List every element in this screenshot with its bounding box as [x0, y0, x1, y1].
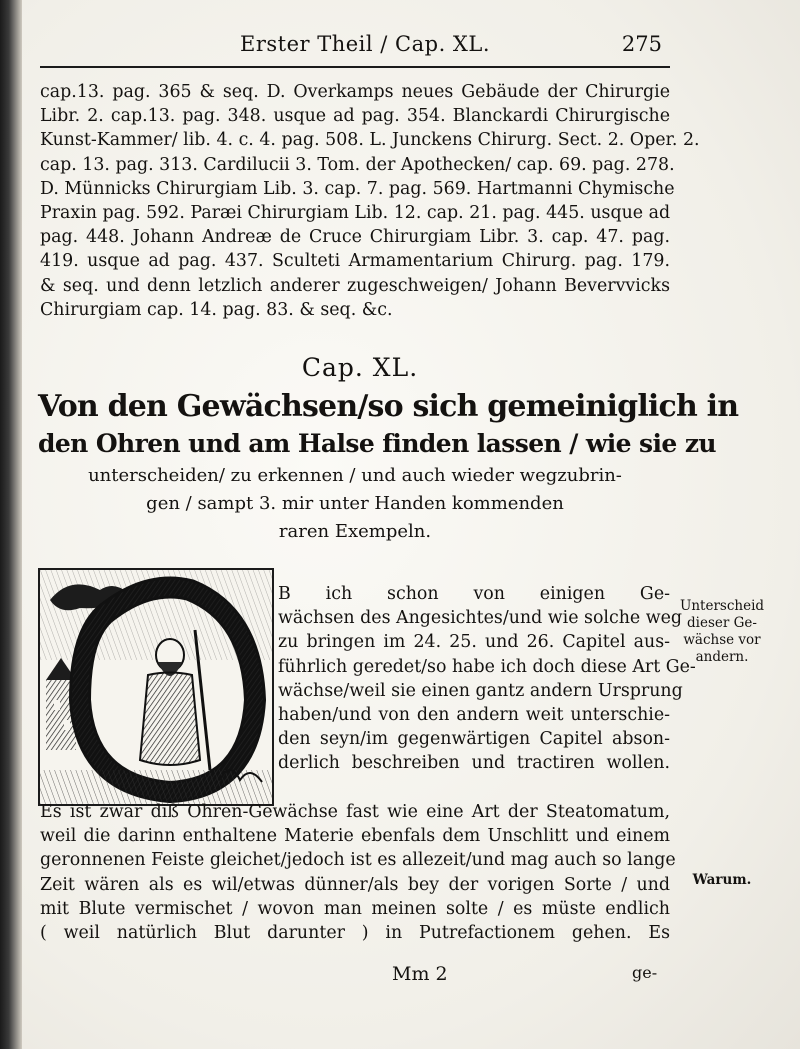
text-line: Es ist zwar diß Ohren-Gewächse fast wie eine Art der Steatomatum, — [40, 802, 670, 822]
margin-note-why: Warum. — [692, 872, 752, 888]
text-line: weil die darinn enthaltene Materie ebenfals dem Unschlitt und einem — [40, 826, 670, 847]
margin-line: andern. — [695, 649, 749, 665]
text-line: ( weil natürlich Blut darunter ) in Putrefactionem gehen. Es — [40, 923, 670, 944]
text-line: 419. usque ad pag. 437. Sculteti Armamentarium Chirurg. pag. 179. — [40, 251, 670, 272]
text-line: B ich schon von einigen Ge- — [278, 584, 670, 604]
body-paragraph-2 — [40, 800, 676, 945]
signature-mark: Mm 2 — [392, 963, 448, 985]
margin-line: wächse vor — [683, 632, 761, 648]
text-line: D. Münnicks Chirurgiam Lib. 3. cap. 7. pag. 569. Hartmanni Chymische — [40, 178, 675, 199]
text-line: haben/und von den andern weit unterschie- — [278, 705, 670, 726]
text-line: zu bringen im 24. 25. und 26. Capitel aus- — [278, 632, 670, 653]
chapter-heading: Cap. XL. — [301, 353, 419, 382]
text-line: derlich beschreiben und tractiren wollen. — [278, 753, 670, 774]
page-number: 275 — [621, 32, 662, 56]
text-line: wächsen des Angesichtes/und wie solche weg — [278, 608, 683, 629]
title-line: den Ohren und am Halse finden lassen / wie sie zu — [38, 429, 717, 458]
text-line: wächse/weil sie einen gantz andern Ursprung — [278, 680, 683, 701]
title-line: Von den Gewächsen/so sich gemeiniglich in — [38, 389, 739, 424]
title-line: raren Exempeln. — [278, 521, 432, 542]
references-paragraph — [40, 80, 700, 322]
text-line: Kunst-Kammer/ lib. 4. c. 4. pag. 508. L. Junckens Chirurg. Sect. 2. Oper. 2. — [40, 130, 700, 151]
chapter-title — [38, 388, 739, 546]
text-line: geronnenen Feiste gleichet/jedoch ist es allezeit/und mag auch so lange — [40, 850, 676, 871]
text-line: cap.13. pag. 365 & seq. D. Overkamps neues Gebäude der Chirurgie — [40, 82, 670, 102]
page-header — [40, 30, 670, 68]
text-line: den seyn/im gegenwärtigen Capitel abson- — [278, 729, 670, 750]
text-line: pag. 448. Johann Andreæ de Cruce Chirurgiam Libr. 3. cap. 47. pag. — [40, 227, 670, 248]
text-line: cap. 13. pag. 313. Cardilucii 3. Tom. der Apothecken/ cap. 69. pag. 278. — [40, 154, 675, 175]
body-paragraph-1 — [40, 582, 696, 776]
title-line: gen / sampt 3. mir unter Handen kommenden — [146, 493, 564, 514]
margin-note-difference — [672, 598, 772, 666]
text-line: Libr. 2. cap.13. pag. 348. usque ad pag. 354. Blanckardi Chirurgische — [40, 106, 670, 127]
running-head: Erster Theil / Cap. XL. — [240, 32, 490, 56]
book-binding-shadow — [0, 0, 22, 1049]
catchword: ge- — [632, 963, 658, 982]
text-line: mit Blute vermischet / wovon man meinen solte / es müste endlich — [40, 898, 670, 919]
text-line: Praxin pag. 592. Paræi Chirurgiam Lib. 12. cap. 21. pag. 445. usque ad — [40, 203, 671, 224]
title-line: unterscheiden/ zu erkennen / und auch wieder wegzubrin- — [88, 465, 622, 486]
margin-line: dieser Ge- — [687, 615, 757, 631]
margin-line: Unterscheid — [679, 598, 765, 614]
text-line: & seq. und denn letzlich anderer zugeschweigen/ Johann Bevervvicks — [40, 275, 670, 296]
text-line: führlich geredet/so habe ich doch diese Art Ge- — [278, 656, 696, 677]
text-line: Chirurgiam cap. 14. pag. 83. & seq. &c. — [40, 299, 393, 320]
text-line: Zeit wären als es wil/etwas dünner/als bey der vorigen Sorte / und — [40, 874, 670, 895]
